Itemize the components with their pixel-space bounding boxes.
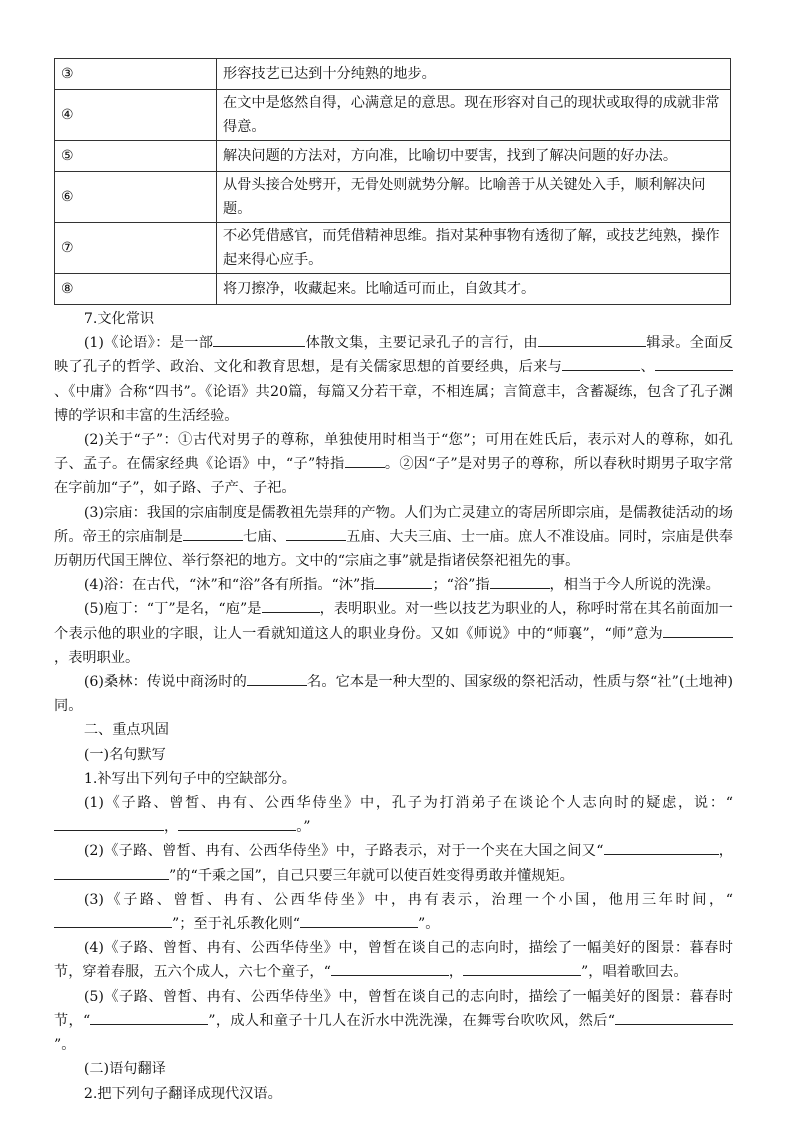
row-number: ⑥: [55, 172, 217, 223]
text: ”，成人和童子十几人在沂水中洗洗澡，在舞雩台吹吹风，然后: [208, 1012, 608, 1029]
blank[interactable]: [538, 332, 646, 347]
paragraph-lunyu: [54, 331, 733, 428]
text: ，: [448, 964, 464, 981]
text: (4)《子路、曾皙、冉有、公西华侍坐》中，曾皙在谈自己的志向时，描绘了一幅美好的图景：暮春时节，穿着春服，五六个成人，六七个童子，“: [54, 940, 733, 981]
text: (1)《子路、曾皙、冉有、公西华侍坐》中，孔子为打消弟子在谈论个人志向时的疑虑，说：: [83, 795, 726, 812]
table-row: [55, 223, 731, 274]
fill-item-3: [54, 888, 733, 936]
definition-table: [54, 58, 731, 305]
text: ，相当于今人所说的洗澡。: [549, 577, 720, 594]
row-definition: 将刀擦净，收藏起来。比喻适可而止，自敛其才。: [217, 274, 731, 305]
question-title: 1.补写出下列句子中的空缺部分。: [83, 770, 296, 787]
table-row: [55, 90, 731, 141]
text: ，: [718, 843, 733, 860]
blank[interactable]: [247, 671, 307, 686]
text: (5)庖丁：“丁”是名，“庖”是: [83, 601, 262, 618]
blank[interactable]: [463, 961, 581, 976]
text: 名。它本是一种大型的、国家级的祭祀活动，性质与祭“社”(土地神)同。: [54, 674, 733, 715]
table-row: [55, 59, 731, 90]
blank[interactable]: [345, 453, 385, 468]
fill-item-4: [54, 936, 733, 984]
blank[interactable]: [562, 356, 640, 371]
text: “: [725, 795, 733, 812]
page: [54, 58, 733, 1106]
text: ，表明职业。对一些以技艺为职业的人，称呼时常在其名前面加一个表示他的职业的字眼，让人一看就知道这人的职业身份。又如《师说》中的“师襄”，“师”意为: [54, 601, 733, 642]
row-number: ⑤: [55, 141, 217, 172]
text: “: [607, 1012, 615, 1029]
fill-item-2: [54, 839, 733, 887]
blank[interactable]: [331, 961, 449, 976]
text: 七庙、: [242, 528, 287, 545]
text: 、: [640, 359, 655, 376]
text: ；“浴”指: [432, 577, 490, 594]
subsection-heading: (一)名句默写: [83, 746, 166, 763]
text: ”，唱着歌回去。: [581, 964, 688, 981]
row-number: ③: [55, 59, 217, 90]
blank[interactable]: [490, 574, 550, 589]
table-row: [55, 172, 731, 223]
blank[interactable]: [655, 356, 733, 371]
blank[interactable]: [286, 526, 346, 541]
text: 辑录。全面反映了孔子的哲学、政治、文化和教育思想，是有关儒家思想的首要经典，后来与: [54, 335, 733, 376]
text: (2)关于“子”：①古代对男子的尊称，单独使用时相当于“您”；可用在姓氏后，表示对人的尊称，如孔子、孟子。在儒家经典《论语》中，“子”特指: [54, 432, 733, 473]
table-row: [55, 274, 731, 305]
text: 体散文集，主要记录孔子的言行，由: [305, 335, 538, 352]
text: 。②因“子”是对男子的尊称，所以春秋时期男子取字常在字前加“子”，如子路、子产、子祀。: [54, 456, 733, 497]
blank[interactable]: [54, 913, 172, 928]
blank[interactable]: [183, 526, 243, 541]
paragraph-sanglin: [54, 670, 733, 718]
blank[interactable]: [374, 574, 432, 589]
row-definition: 不必凭借感官，而凭借精神思维。指对某种事物有透彻了解，或技艺纯熟，操作起来得心应手。: [217, 223, 731, 274]
row-number: ⑦: [55, 223, 217, 274]
text: ，表明职业。: [54, 649, 140, 666]
paragraph-paoding: [54, 597, 733, 670]
blank[interactable]: [262, 598, 320, 613]
text: 、《中庸》合称“四书”。《论语》共20篇，每篇又分若干章，不相连属；言简意丰，含蓄凝练，包含了孔子渊博的学识和丰富的生活经验。: [54, 383, 733, 424]
paragraph-yu: [54, 573, 733, 597]
section-heading: 7.文化常识: [83, 311, 155, 327]
blank[interactable]: [663, 623, 733, 638]
text: ”的“千乘之国”，自己只要三年就可以使百姓变得勇敢并懂规矩。: [169, 867, 574, 884]
row-definition: 解决问题的方法对，方向准，比喻切中要害，找到了解决问题的好办法。: [217, 141, 731, 172]
text: (5)《子路、曾皙、冉有、公西华侍坐》中，曾皙在谈自己的志向时，描绘了一幅美好的图景：暮春时节，“: [54, 988, 733, 1029]
text: ，: [164, 819, 179, 836]
row-definition: 从骨头接合处劈开，无骨处则就势分解。比喻善于从关键处入手，顺利解决问题。: [217, 172, 731, 223]
text: (3)《子路、曾皙、冉有、公西华侍坐》中，冉有表示，治理一个小国，他用三年时间，: [83, 891, 726, 908]
fill-item-5: [54, 985, 733, 1058]
blank[interactable]: [604, 840, 719, 855]
text: ”。: [54, 1037, 76, 1054]
row-number: ④: [55, 90, 217, 141]
text: (6)桑林：传说中商汤时的: [83, 674, 247, 691]
text: (1)《论语》：是一部: [83, 335, 214, 352]
blank[interactable]: [178, 816, 296, 831]
text: ”；至于礼乐教化则“: [172, 916, 301, 933]
blank[interactable]: [90, 1010, 208, 1025]
row-definition: 在文中是悠然自得，心满意足的意思。现在形容对自己的现状或取得的成就非常得意。: [217, 90, 731, 141]
text: (2)《子路、曾皙、冉有、公西华侍坐》中，子路表示，对于一个夹在大国之间又“: [83, 843, 604, 860]
text: 五庙、大夫三庙、士一庙。庶人不准设庙。同时，宗庙是供奉历朝历代国王牌位、举行祭祀的地方。文中的“宗庙之事”就是指诸侯祭祀祖先的事。: [54, 528, 733, 570]
text: (3)宗庙：我国的宗庙制度是儒教祖先崇拜的产物。人们为亡灵建立的寄居所即宗庙，是儒教徒活动的场所。帝王的宗庙制是: [54, 504, 733, 545]
fill-item-1: [54, 791, 733, 839]
row-definition: 形容技艺已达到十分纯熟的地步。: [217, 59, 731, 90]
blank[interactable]: [54, 865, 169, 880]
subsection-heading: (二)语句翻译: [83, 1061, 166, 1078]
blank[interactable]: [54, 816, 164, 831]
paragraph-zi: [54, 428, 733, 501]
table-row: [55, 141, 731, 172]
text: ”。: [418, 916, 440, 933]
text: 。”: [296, 819, 311, 836]
blank[interactable]: [213, 332, 305, 347]
paragraph-zongmiao: [54, 501, 733, 574]
section-heading: 二、重点巩固: [83, 722, 169, 739]
text: (4)浴：在古代，“沐”和“浴”各有所指。“沐”指: [83, 577, 375, 594]
culture-section: [54, 307, 733, 1106]
text: “: [725, 891, 733, 908]
blank[interactable]: [615, 1010, 733, 1025]
row-number: ⑧: [55, 274, 217, 305]
blank[interactable]: [300, 913, 418, 928]
question-title: 2.把下列句子翻译成现代汉语。: [83, 1085, 282, 1102]
